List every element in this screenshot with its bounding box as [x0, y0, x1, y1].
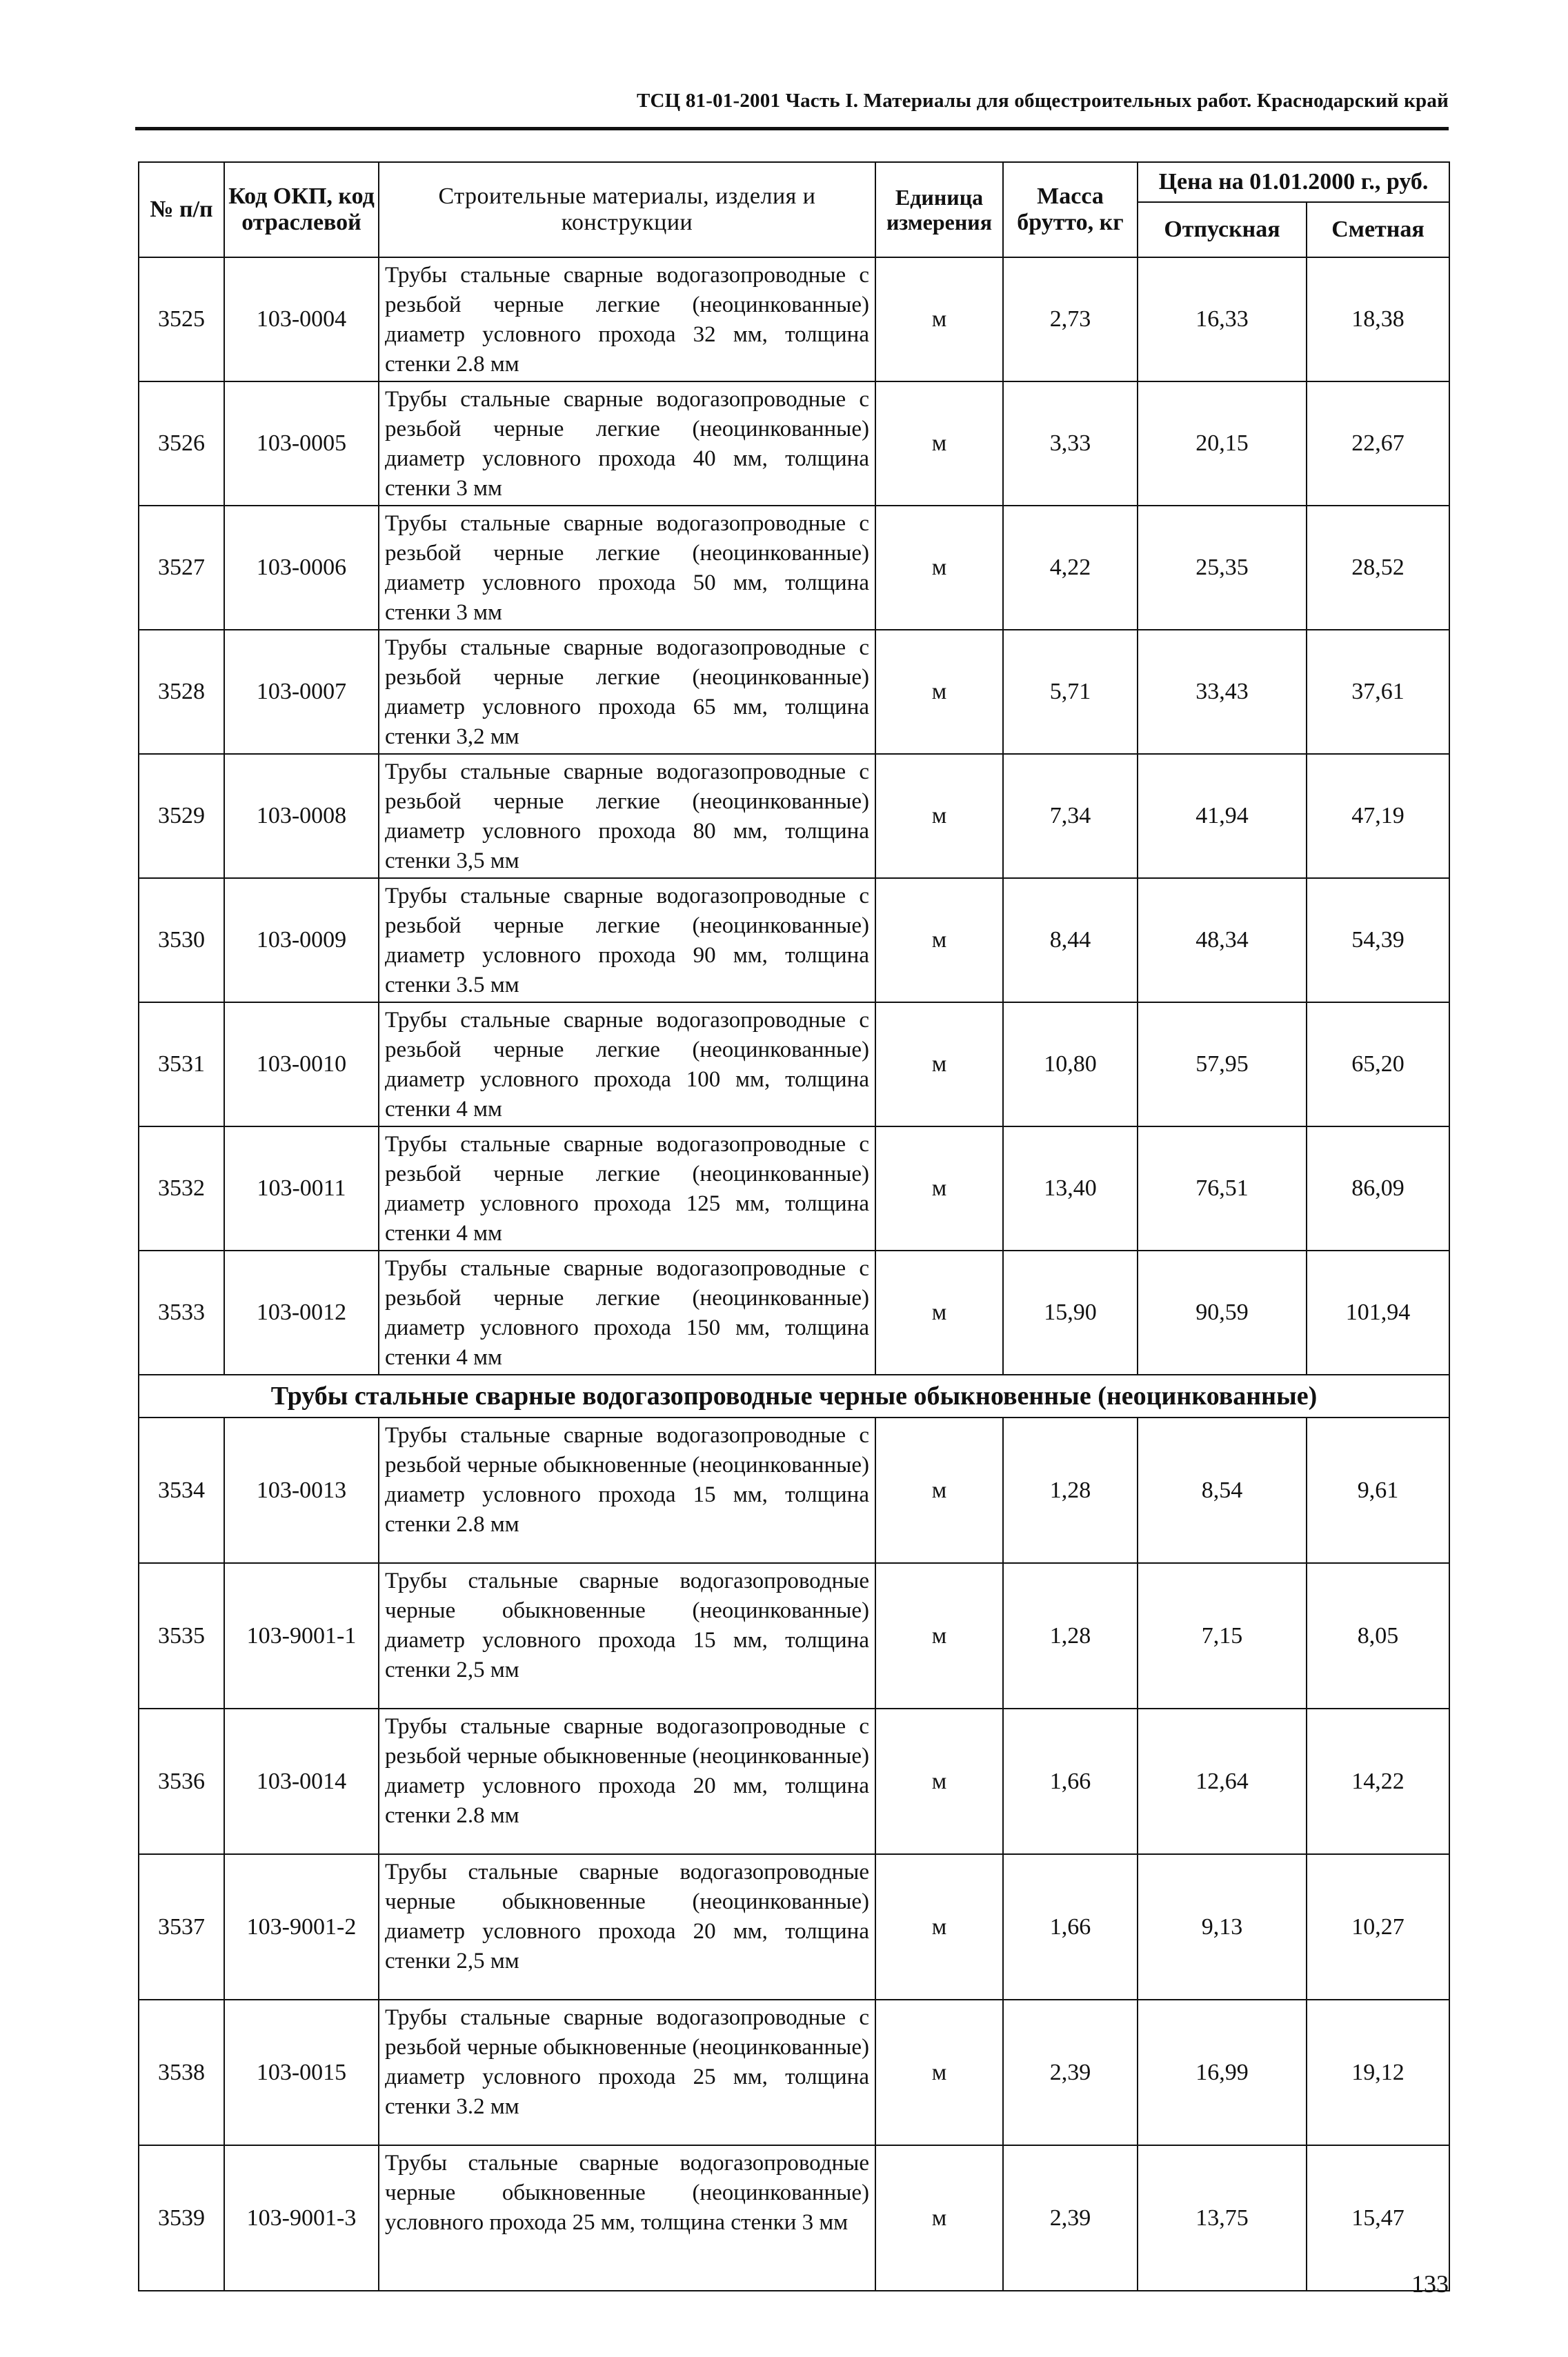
- cell-mass: 13,40: [1003, 1126, 1138, 1251]
- cell-price-estimate: 47,19: [1307, 754, 1449, 878]
- cell-unit: м: [875, 506, 1003, 630]
- table-row: [139, 381, 1449, 506]
- cell-code: 103-9001-2: [224, 1854, 379, 2000]
- cell-price-release: 13,75: [1138, 2145, 1307, 2291]
- table-row: [139, 1251, 1449, 1375]
- cell-mass: 5,71: [1003, 630, 1138, 754]
- col-header-description: Строительные материалы, изделия и конструкции: [379, 162, 875, 257]
- cell-mass: 1,28: [1003, 1418, 1138, 1563]
- cell-description: Трубы стальные сварные водогазопроводные с резьбой черные легкие (неоцинкованные) диаметр условного прохода 65 мм, толщина стенки 3,2 мм: [379, 630, 875, 754]
- cell-description: Трубы стальные сварные водогазопроводные с резьбой черные легкие (неоцинкованные) диаметр условного прохода 150 мм, толщина стенки 4 мм: [379, 1251, 875, 1375]
- cell-description: Трубы стальные сварные водогазопроводные с резьбой черные легкие (неоцинкованные) диаметр условного прохода 40 мм, толщина стенки 3 мм: [379, 381, 875, 506]
- table-row: [139, 1126, 1449, 1251]
- table-row: [139, 2145, 1449, 2291]
- cell-description: Трубы стальные сварные водогазопроводные с резьбой черные легкие (неоцинкованные) диаметр условного прохода 100 мм, толщина стенки 4 мм: [379, 1002, 875, 1126]
- cell-num: 3532: [139, 1126, 224, 1251]
- header-rule: [135, 127, 1449, 130]
- cell-price-estimate: 18,38: [1307, 257, 1449, 381]
- page-header: ТСЦ 81-01-2001 Часть I. Материалы для общестроительных работ. Краснодарский край: [636, 90, 1449, 112]
- page-number: 133: [1411, 2270, 1449, 2298]
- cell-code: 103-9001-1: [224, 1563, 379, 1709]
- cell-price-release: 20,15: [1138, 381, 1307, 506]
- cell-num: 3536: [139, 1709, 224, 1854]
- table-row: [139, 1002, 1449, 1126]
- cell-description: Трубы стальные сварные водогазопроводные с резьбой черные обыкновенные (неоцинкованные) диаметр условного прохода 15 мм, толщина стенки 2.8 мм: [379, 1418, 875, 1563]
- cell-code: 103-0010: [224, 1002, 379, 1126]
- col-header-num: № п/п: [139, 162, 224, 257]
- cell-unit: м: [875, 630, 1003, 754]
- cell-code: 103-0004: [224, 257, 379, 381]
- section-title: Трубы стальные сварные водогазопроводные черные обыкновенные (неоцинкованные): [139, 1375, 1449, 1418]
- cell-code: 103-0009: [224, 878, 379, 1002]
- price-table: [138, 161, 1450, 2291]
- cell-num: 3526: [139, 381, 224, 506]
- col-header-code: Код ОКП, код отраслевой: [224, 162, 379, 257]
- cell-unit: м: [875, 1854, 1003, 2000]
- cell-mass: 2,73: [1003, 257, 1138, 381]
- cell-description: Трубы стальные сварные водогазопроводные черные обыкновенные (неоцинкованные) диаметр условного прохода 20 мм, толщина стенки 2,5 мм: [379, 1854, 875, 2000]
- cell-price-estimate: 19,12: [1307, 2000, 1449, 2145]
- cell-code: 103-0007: [224, 630, 379, 754]
- cell-num: 3529: [139, 754, 224, 878]
- cell-unit: м: [875, 1251, 1003, 1375]
- cell-unit: м: [875, 1563, 1003, 1709]
- cell-mass: 3,33: [1003, 381, 1138, 506]
- col-header-price-release: Отпускная: [1138, 202, 1307, 257]
- table-row: [139, 2000, 1449, 2145]
- cell-num: 3538: [139, 2000, 224, 2145]
- cell-price-estimate: 101,94: [1307, 1251, 1449, 1375]
- cell-unit: м: [875, 878, 1003, 1002]
- col-header-price-group: Цена на 01.01.2000 г., руб.: [1138, 162, 1449, 202]
- cell-price-estimate: 28,52: [1307, 506, 1449, 630]
- cell-num: 3537: [139, 1854, 224, 2000]
- cell-description: Трубы стальные сварные водогазопроводные с резьбой черные легкие (неоцинкованные) диаметр условного прохода 80 мм, толщина стенки 3,5 мм: [379, 754, 875, 878]
- cell-price-release: 41,94: [1138, 754, 1307, 878]
- cell-mass: 1,66: [1003, 1709, 1138, 1854]
- cell-description: Трубы стальные сварные водогазопроводные с резьбой черные легкие (неоцинкованные) диаметр условного прохода 125 мм, толщина стенки 4 мм: [379, 1126, 875, 1251]
- cell-price-release: 8,54: [1138, 1418, 1307, 1563]
- cell-code: 103-0013: [224, 1418, 379, 1563]
- table-row: [139, 1563, 1449, 1709]
- cell-num: 3530: [139, 878, 224, 1002]
- cell-unit: м: [875, 1126, 1003, 1251]
- cell-mass: 4,22: [1003, 506, 1138, 630]
- cell-mass: 2,39: [1003, 2000, 1138, 2145]
- col-header-price-estimate: Сметная: [1307, 202, 1449, 257]
- cell-price-release: 48,34: [1138, 878, 1307, 1002]
- cell-price-estimate: 10,27: [1307, 1854, 1449, 2000]
- cell-unit: м: [875, 1709, 1003, 1854]
- table-row: [139, 257, 1449, 381]
- cell-price-release: 33,43: [1138, 630, 1307, 754]
- cell-code: 103-0006: [224, 506, 379, 630]
- cell-mass: 1,66: [1003, 1854, 1138, 2000]
- cell-price-release: 7,15: [1138, 1563, 1307, 1709]
- table-row: [139, 506, 1449, 630]
- cell-price-estimate: 37,61: [1307, 630, 1449, 754]
- cell-num: 3535: [139, 1563, 224, 1709]
- cell-code: 103-0008: [224, 754, 379, 878]
- table-row: [139, 754, 1449, 878]
- cell-price-estimate: 9,61: [1307, 1418, 1449, 1563]
- cell-description: Трубы стальные сварные водогазопроводные черные обыкновенные (неоцинкованные) диаметр условного прохода 15 мм, толщина стенки 2,5 мм: [379, 1563, 875, 1709]
- table-row: [139, 630, 1449, 754]
- cell-price-estimate: 8,05: [1307, 1563, 1449, 1709]
- cell-price-release: 16,33: [1138, 257, 1307, 381]
- cell-num: 3527: [139, 506, 224, 630]
- cell-num: 3539: [139, 2145, 224, 2291]
- cell-description: Трубы стальные сварные водогазопроводные с резьбой черные обыкновенные (неоцинкованные) диаметр условного прохода 25 мм, толщина стенки 3.2 мм: [379, 2000, 875, 2145]
- cell-price-release: 90,59: [1138, 1251, 1307, 1375]
- cell-mass: 10,80: [1003, 1002, 1138, 1126]
- cell-code: 103-0005: [224, 381, 379, 506]
- cell-code: 103-0014: [224, 1709, 379, 1854]
- cell-description: Трубы стальные сварные водогазопроводные с резьбой черные легкие (неоцинкованные) диаметр условного прохода 50 мм, толщина стенки 3 мм: [379, 506, 875, 630]
- cell-price-estimate: 65,20: [1307, 1002, 1449, 1126]
- cell-code: 103-9001-3: [224, 2145, 379, 2291]
- table-row: [139, 1709, 1449, 1854]
- cell-unit: м: [875, 1002, 1003, 1126]
- cell-unit: м: [875, 1418, 1003, 1563]
- cell-description: Трубы стальные сварные водогазопроводные с резьбой черные легкие (неоцинкованные) диаметр условного прохода 90 мм, толщина стенки 3.5 мм: [379, 878, 875, 1002]
- cell-price-release: 76,51: [1138, 1126, 1307, 1251]
- cell-unit: м: [875, 2000, 1003, 2145]
- cell-price-release: 9,13: [1138, 1854, 1307, 2000]
- cell-price-estimate: 86,09: [1307, 1126, 1449, 1251]
- cell-description: Трубы стальные сварные водогазопроводные черные обыкновенные (неоцинкованные) условного прохода 25 мм, толщина стенки 3 мм: [379, 2145, 875, 2291]
- cell-unit: м: [875, 381, 1003, 506]
- cell-mass: 8,44: [1003, 878, 1138, 1002]
- cell-description: Трубы стальные сварные водогазопроводные с резьбой черные обыкновенные (неоцинкованные) диаметр условного прохода 20 мм, толщина стенки 2.8 мм: [379, 1709, 875, 1854]
- cell-mass: 15,90: [1003, 1251, 1138, 1375]
- table-row: [139, 1418, 1449, 1563]
- cell-num: 3525: [139, 257, 224, 381]
- cell-num: 3534: [139, 1418, 224, 1563]
- cell-price-release: 25,35: [1138, 506, 1307, 630]
- section-row: [139, 1375, 1449, 1418]
- cell-price-estimate: 22,67: [1307, 381, 1449, 506]
- cell-price-estimate: 15,47: [1307, 2145, 1449, 2291]
- table-body: [139, 257, 1449, 2291]
- cell-price-release: 16,99: [1138, 2000, 1307, 2145]
- cell-num: 3528: [139, 630, 224, 754]
- cell-price-estimate: 14,22: [1307, 1709, 1449, 1854]
- cell-price-estimate: 54,39: [1307, 878, 1449, 1002]
- cell-unit: м: [875, 2145, 1003, 2291]
- col-header-mass: Масса брутто, кг: [1003, 162, 1138, 257]
- cell-mass: 1,28: [1003, 1563, 1138, 1709]
- cell-mass: 7,34: [1003, 754, 1138, 878]
- cell-code: 103-0011: [224, 1126, 379, 1251]
- cell-code: 103-0015: [224, 2000, 379, 2145]
- col-header-unit: Единица измерения: [875, 162, 1003, 257]
- cell-unit: м: [875, 754, 1003, 878]
- cell-code: 103-0012: [224, 1251, 379, 1375]
- cell-unit: м: [875, 257, 1003, 381]
- cell-mass: 2,39: [1003, 2145, 1138, 2291]
- cell-price-release: 12,64: [1138, 1709, 1307, 1854]
- cell-price-release: 57,95: [1138, 1002, 1307, 1126]
- table-row: [139, 878, 1449, 1002]
- cell-description: Трубы стальные сварные водогазопроводные с резьбой черные легкие (неоцинкованные) диаметр условного прохода 32 мм, толщина стенки 2.8 мм: [379, 257, 875, 381]
- table-row: [139, 1854, 1449, 2000]
- cell-num: 3531: [139, 1002, 224, 1126]
- cell-num: 3533: [139, 1251, 224, 1375]
